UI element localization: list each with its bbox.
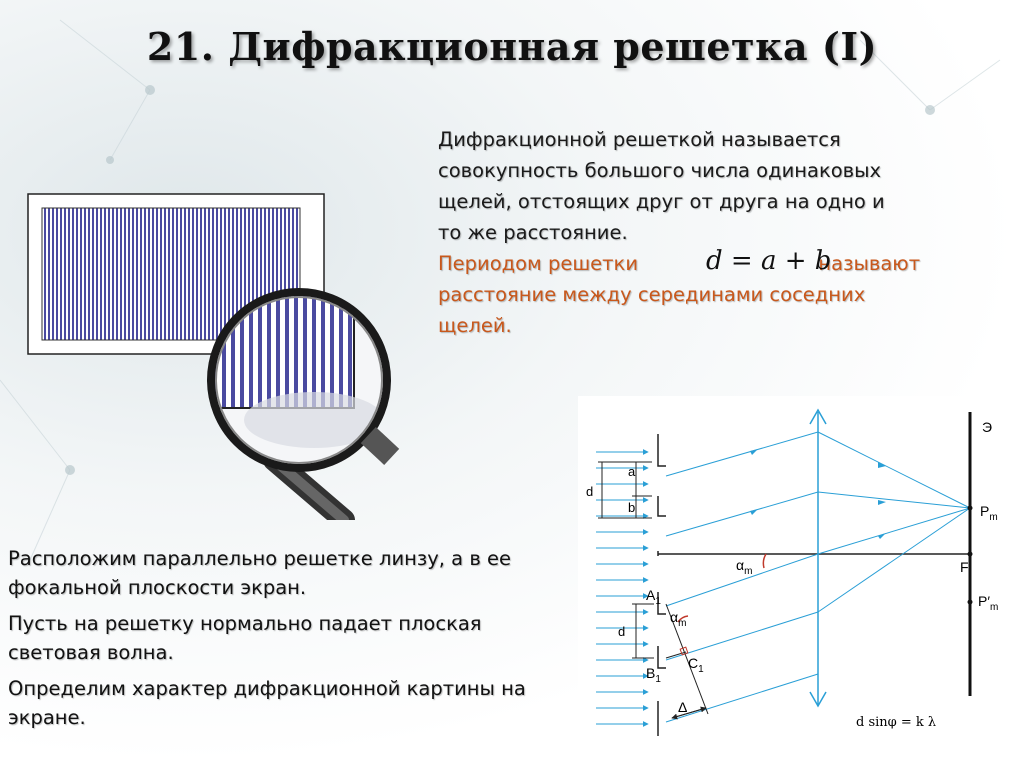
label-c1: $C_1$ bbox=[688, 655, 704, 675]
period-start: Периодом решетки bbox=[438, 252, 638, 275]
label-screen: Э bbox=[982, 419, 993, 435]
incident-rays bbox=[596, 452, 648, 724]
label-f: F bbox=[960, 559, 969, 575]
slide-title: 21. Дифракционная решетка (I) bbox=[146, 24, 878, 69]
period-formula: d = a + b bbox=[706, 246, 832, 276]
label-b1: $B_1$ bbox=[646, 665, 661, 685]
label-delta: Δ bbox=[678, 699, 688, 715]
label-pm-prime: $P'_m$ bbox=[978, 593, 999, 613]
period-end: называют bbox=[818, 252, 921, 275]
grating-illustration bbox=[24, 190, 444, 520]
definition-line: щелей, отстоящих друг от друга на одно и bbox=[438, 190, 885, 213]
bottom-paragraph: Пусть на решетку нормально падает плоская световая волна. bbox=[8, 612, 482, 664]
grating-cross-section bbox=[658, 434, 666, 736]
definition-line: то же расстояние. bbox=[438, 221, 628, 244]
label-d-bottom: d bbox=[618, 624, 626, 639]
period-line: щелей. bbox=[438, 314, 512, 337]
label-b: b bbox=[628, 500, 636, 515]
definition-block bbox=[438, 124, 998, 341]
period-line: расстояние между серединами соседних bbox=[438, 283, 866, 306]
definition-line: совокупность большого числа одинаковых bbox=[438, 159, 882, 182]
diffraction-diagram bbox=[578, 396, 1010, 748]
label-alpha-axis: $\alpha_m$ bbox=[736, 557, 753, 577]
diagram-caption: d sinφ = k λ bbox=[856, 715, 937, 730]
label-pm: $P_m$ bbox=[980, 503, 998, 523]
bottom-text-block bbox=[8, 544, 578, 739]
label-a: a bbox=[628, 464, 636, 479]
label-d-top: d bbox=[586, 484, 594, 499]
label-a1: $A_1$ bbox=[646, 587, 661, 607]
label-alpha-small: $\alpha_m$ bbox=[670, 609, 687, 629]
bottom-paragraph: Расположим параллельно решетке линзу, а в ее фокальной плоскости экран. bbox=[8, 547, 512, 599]
bottom-paragraph: Определим характер дифракционной картины на экране. bbox=[8, 677, 526, 729]
definition-line: Дифракционной решеткой называется bbox=[438, 128, 841, 151]
